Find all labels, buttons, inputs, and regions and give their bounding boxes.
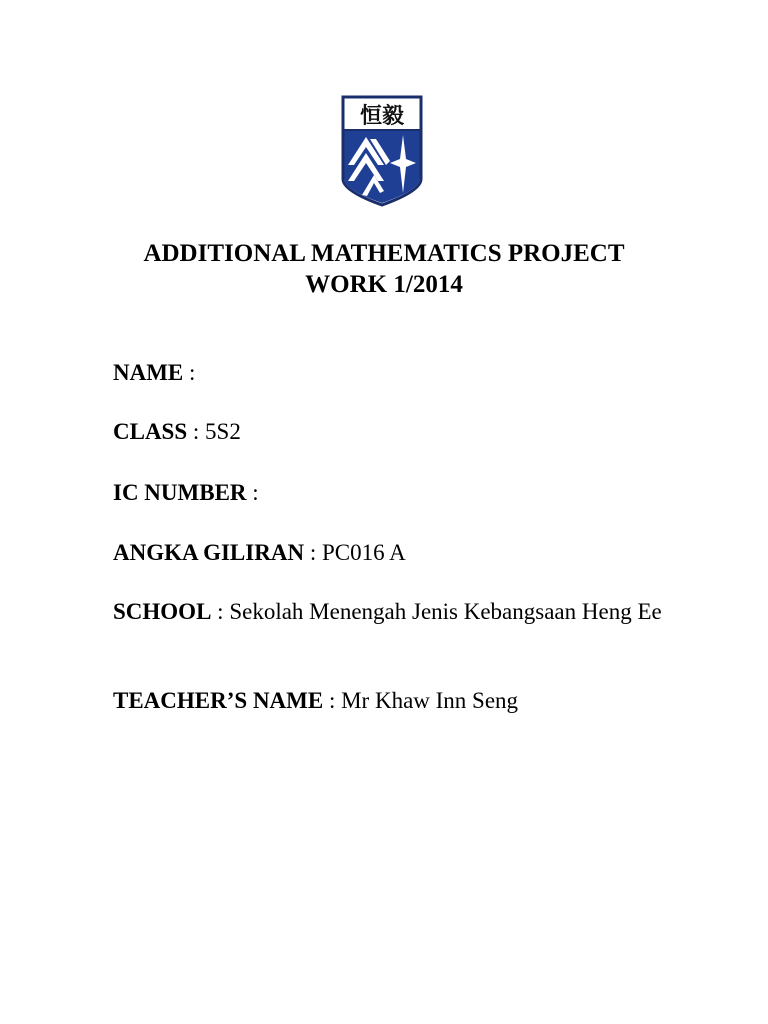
field-name-label: NAME [113, 360, 184, 385]
field-angka-giliran [113, 538, 673, 567]
field-school [113, 597, 673, 626]
title-line-2: WORK 1/2014 [305, 271, 463, 298]
field-angka-giliran-sep: : [304, 540, 322, 565]
field-name [113, 358, 673, 387]
field-teacher-name-label: TEACHER’S NAME [113, 688, 324, 713]
field-school-value: Sekolah Menengah Jenis Kebangsaan Heng Ee [229, 599, 662, 624]
field-ic-number-sep: : [246, 480, 259, 505]
field-class-label: CLASS [113, 419, 188, 444]
crest-shield-icon [340, 95, 424, 207]
school-crest-logo [340, 95, 424, 207]
field-school-sep: : [211, 599, 230, 624]
field-ic-number-label: IC NUMBER [113, 480, 247, 505]
field-ic-number [113, 478, 673, 507]
field-angka-giliran-value: PC016 A [321, 540, 406, 565]
field-angka-giliran-label: ANGKA GILIRAN [113, 540, 305, 565]
field-teacher-name-sep: : [323, 688, 342, 713]
field-class-value: 5S2 [205, 419, 241, 444]
field-school-label: SCHOOL [113, 599, 212, 624]
field-class [113, 417, 673, 446]
field-name-sep: : [183, 360, 196, 385]
field-teacher-name [113, 686, 673, 715]
crest-chinese-text: 恒毅 [359, 103, 405, 129]
field-class-sep: : [187, 419, 206, 444]
document-title [0, 238, 768, 300]
field-teacher-name-value: Mr Khaw Inn Seng [341, 688, 519, 713]
title-line-1: ADDITIONAL MATHEMATICS PROJECT [143, 240, 625, 267]
